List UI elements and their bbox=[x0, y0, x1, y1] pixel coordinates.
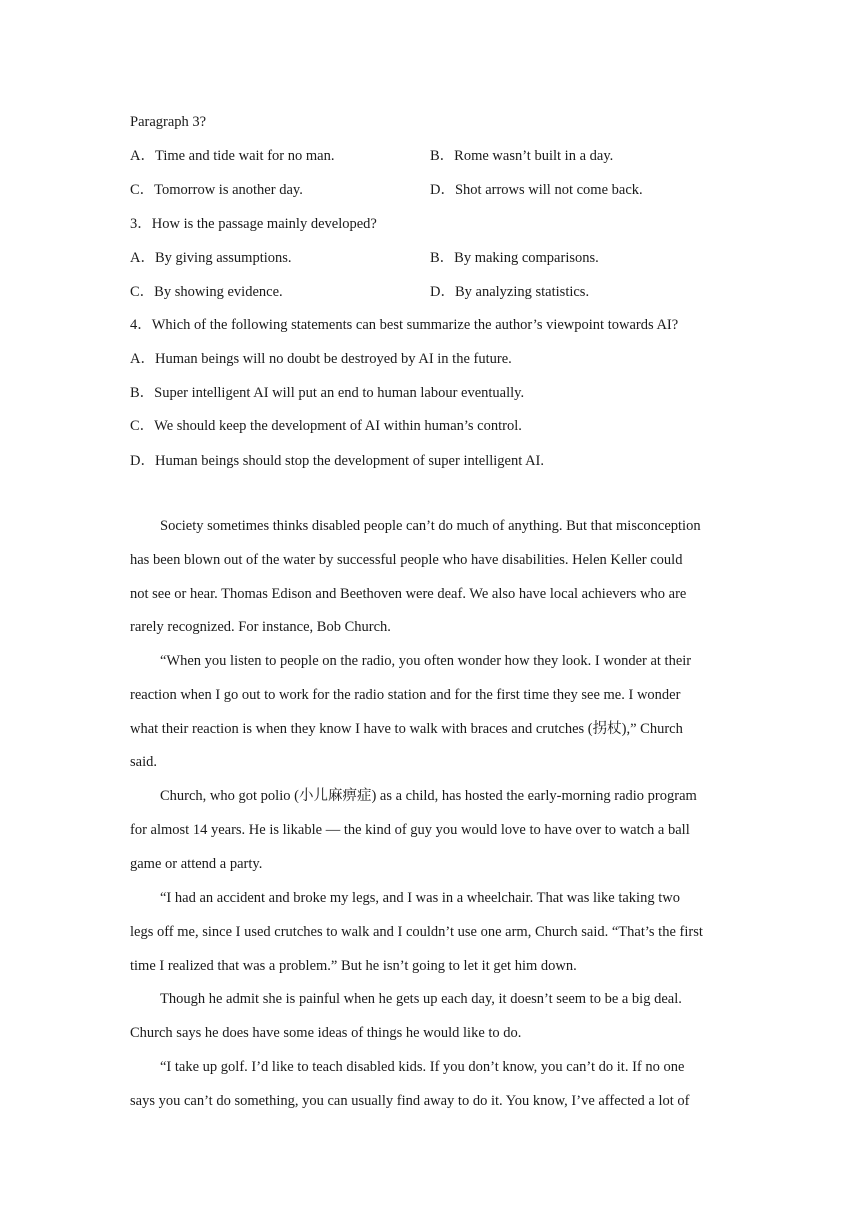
passage-paragraph-6 bbox=[130, 1051, 730, 1119]
passage-line: said. bbox=[130, 754, 157, 771]
option-c[interactable]: C．We should keep the development of AI within human’s control. bbox=[130, 418, 522, 434]
passage-line: game or attend a party. bbox=[130, 855, 263, 872]
option-d[interactable]: D．Human beings should stop the development of super intelligent AI. bbox=[130, 453, 544, 469]
passage-paragraph-5 bbox=[130, 983, 730, 1051]
passage-line: Church, who got polio (小儿麻痹症) as a child, has hosted the early-morning radio program bbox=[160, 788, 697, 804]
passage-paragraph-4 bbox=[130, 882, 730, 983]
option-a[interactable]: A．Time and tide wait for no man. bbox=[130, 148, 335, 164]
passage-line: Church says he does have some ideas of things he would like to do. bbox=[130, 1024, 522, 1041]
passage-line: “I take up golf. I’d like to teach disabled kids. If you don’t know, you can’t do it. If no one bbox=[160, 1059, 685, 1075]
passage-line: Society sometimes thinks disabled people can’t do much of anything. But that misconception bbox=[160, 518, 701, 534]
passage-line: “When you listen to people on the radio, you often wonder how they look. I wonder at their bbox=[160, 653, 692, 669]
passage-line: has been blown out of the water by successful people who have disabilities. Helen Keller could bbox=[130, 551, 683, 568]
passage-line: rarely recognized. For instance, Bob Church. bbox=[130, 619, 391, 636]
passage-line: says you can’t do something, you can usually find away to do it. You know, I’ve affected a lot of bbox=[130, 1092, 690, 1109]
passage-line: not see or hear. Thomas Edison and Beethoven were deaf. We also have local achievers who are bbox=[130, 585, 687, 602]
option-d[interactable]: D．Shot arrows will not come back. bbox=[430, 182, 643, 198]
option-a[interactable]: A．By giving assumptions. bbox=[130, 250, 292, 266]
question-3-options-row-2 bbox=[130, 282, 730, 302]
passage-line: for almost 14 years. He is likable — the kind of guy you would love to have over to watch a ball bbox=[130, 821, 690, 838]
passage-line: what their reaction is when they know I have to walk with braces and crutches (拐杖),” Church bbox=[130, 720, 683, 737]
question-4-stem: 4．Which of the following statements can best summarize the author’s viewpoint towards AI? bbox=[130, 317, 679, 333]
option-b[interactable]: B．By making comparisons. bbox=[430, 250, 599, 266]
option-b[interactable]: B．Super intelligent AI will put an end to human labour eventually. bbox=[130, 385, 525, 401]
option-d[interactable]: D．By analyzing statistics. bbox=[430, 284, 590, 300]
passage-line: legs off me, since I used crutches to walk and I couldn’t use one arm, Church said. “That’s the first bbox=[130, 923, 703, 940]
passage-paragraph-2 bbox=[130, 645, 730, 780]
question-3-options-row-1 bbox=[130, 248, 730, 268]
passage-line: Though he admit she is painful when he gets up each day, it doesn’t seem to be a big deal. bbox=[160, 991, 682, 1007]
option-c[interactable]: C．By showing evidence. bbox=[130, 284, 283, 300]
passage-line: “I had an accident and broke my legs, and I was in a wheelchair. That was like taking two bbox=[160, 890, 680, 906]
question-2-tail: Paragraph 3? bbox=[130, 114, 207, 130]
question-2-options-row-2 bbox=[130, 180, 730, 200]
passage-line: reaction when I go out to work for the radio station and for the first time they see me. I wonder bbox=[130, 686, 681, 703]
option-a[interactable]: A．Human beings will no doubt be destroyed by AI in the future. bbox=[130, 351, 512, 367]
passage-line: time I realized that was a problem.” But he isn’t going to let it get him down. bbox=[130, 957, 577, 974]
option-c[interactable]: C．Tomorrow is another day. bbox=[130, 182, 303, 198]
question-3-stem: 3．How is the passage mainly developed? bbox=[130, 216, 377, 232]
option-b[interactable]: B．Rome wasn’t built in a day. bbox=[430, 148, 614, 164]
passage-paragraph-3 bbox=[130, 780, 730, 881]
passage-paragraph-1 bbox=[130, 510, 730, 645]
question-2-options-row-1 bbox=[130, 146, 730, 166]
